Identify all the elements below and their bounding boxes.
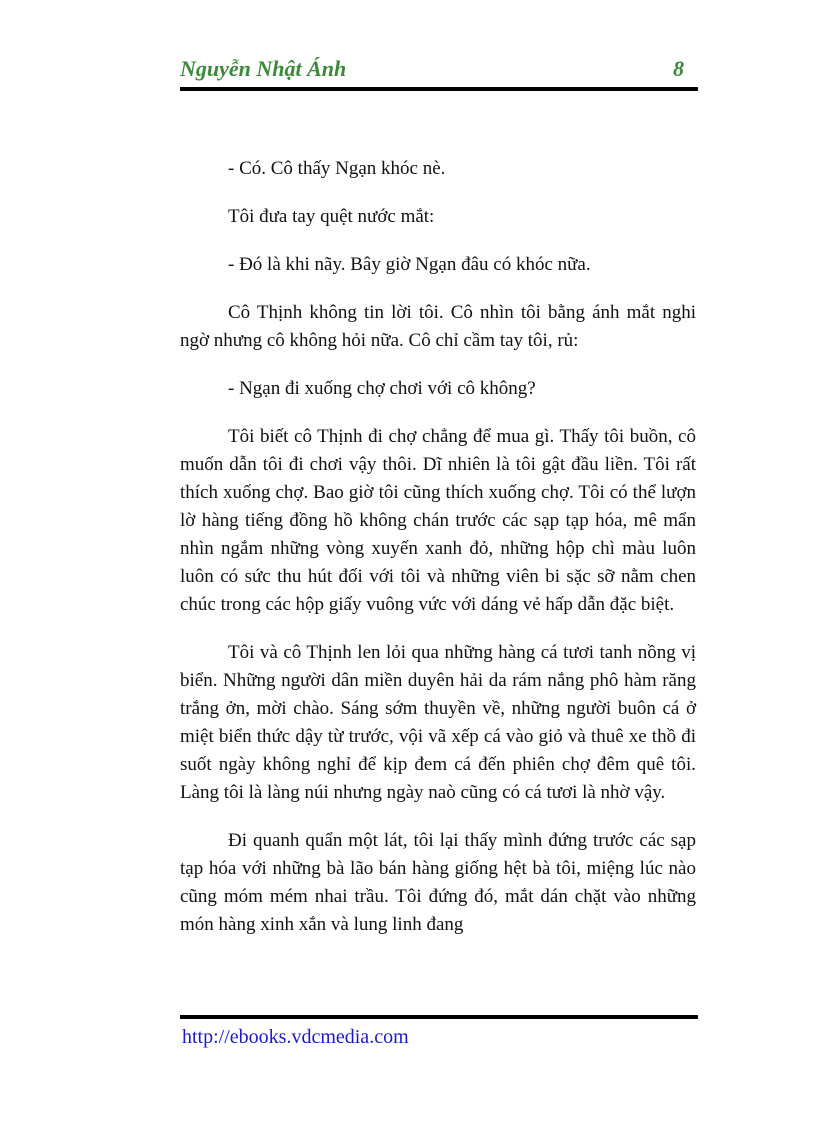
paragraph: Tôi đưa tay quệt nước mắt: [228,206,435,227]
paragraph: - Có. Cô thấy Ngạn khóc nè. [228,158,446,179]
header-rule [180,87,698,91]
footer-rule [180,1015,698,1019]
footer-link[interactable]: http://ebooks.vdcmedia.com [182,1026,409,1048]
paragraph: - Đó là khi nãy. Bây giờ Ngạn đâu có khóc nữa. [228,254,591,275]
paragraph: Cô Thịnh không tin lời tôi. Cô nhìn tôi bằng ánh mắt nghi ngờ nhưng cô không hỏi nữa. Cô chỉ cầm tay tôi, rủ: [180,302,696,351]
paragraph: Tôi và cô Thịnh len lỏi qua những hàng cá tươi tanh nồng vị biển. Những người dân miền duyên hải da rám nắng phô hàm răng trắng ởn, mời chào. Sáng sớm thuyền về, những người buôn cá ở miệt biển thức dậy từ trước, vội vã xếp cá vào giỏ và thuê xe thồ đi suốt ngày không nghỉ để kịp đem cá đến phiên chợ đêm quê tôi. Làng tôi là làng núi nhưng ngày naò cũng có cá tươi là nhờ vậy. [180,642,696,803]
paragraph: - Ngạn đi xuống chợ chơi với cô không? [228,378,536,399]
page-header [180,56,698,86]
body-text [180,155,696,957]
paragraph: Tôi biết cô Thịnh đi chợ chẳng để mua gì. Thấy tôi buồn, cô muốn dẫn tôi đi chơi vậy thôi. Dĩ nhiên là tôi gật đầu liền. Tôi rất thích xuống chợ. Bao giờ tôi cũng thích xuống chợ. Tôi có thể lượn lờ hàng tiếng đồng hồ không chán trước các sạp tạp hóa, mê mẩn nhìn ngắm những vòng xuyến xanh đỏ, những hộp chì màu luôn luôn có sức thu hút đối với tôi và những viên bi sặc sỡ nằm chen chúc trong các hộp giấy vuông vức với dáng vẻ hấp dẫn đặc biệt. [180,426,696,615]
paragraph: Đi quanh quẩn một lát, tôi lại thấy mình đứng trước các sạp tạp hóa với những bà lão bán hàng giống hệt bà tôi, miệng lúc nào cũng móm mém nhai trầu. Tôi đứng đó, mắt dán chặt vào những món hàng xinh xắn và lung linh đang [180,830,696,935]
header-author: Nguyễn Nhật Ánh [180,56,347,81]
page-number: 8 [673,56,684,81]
